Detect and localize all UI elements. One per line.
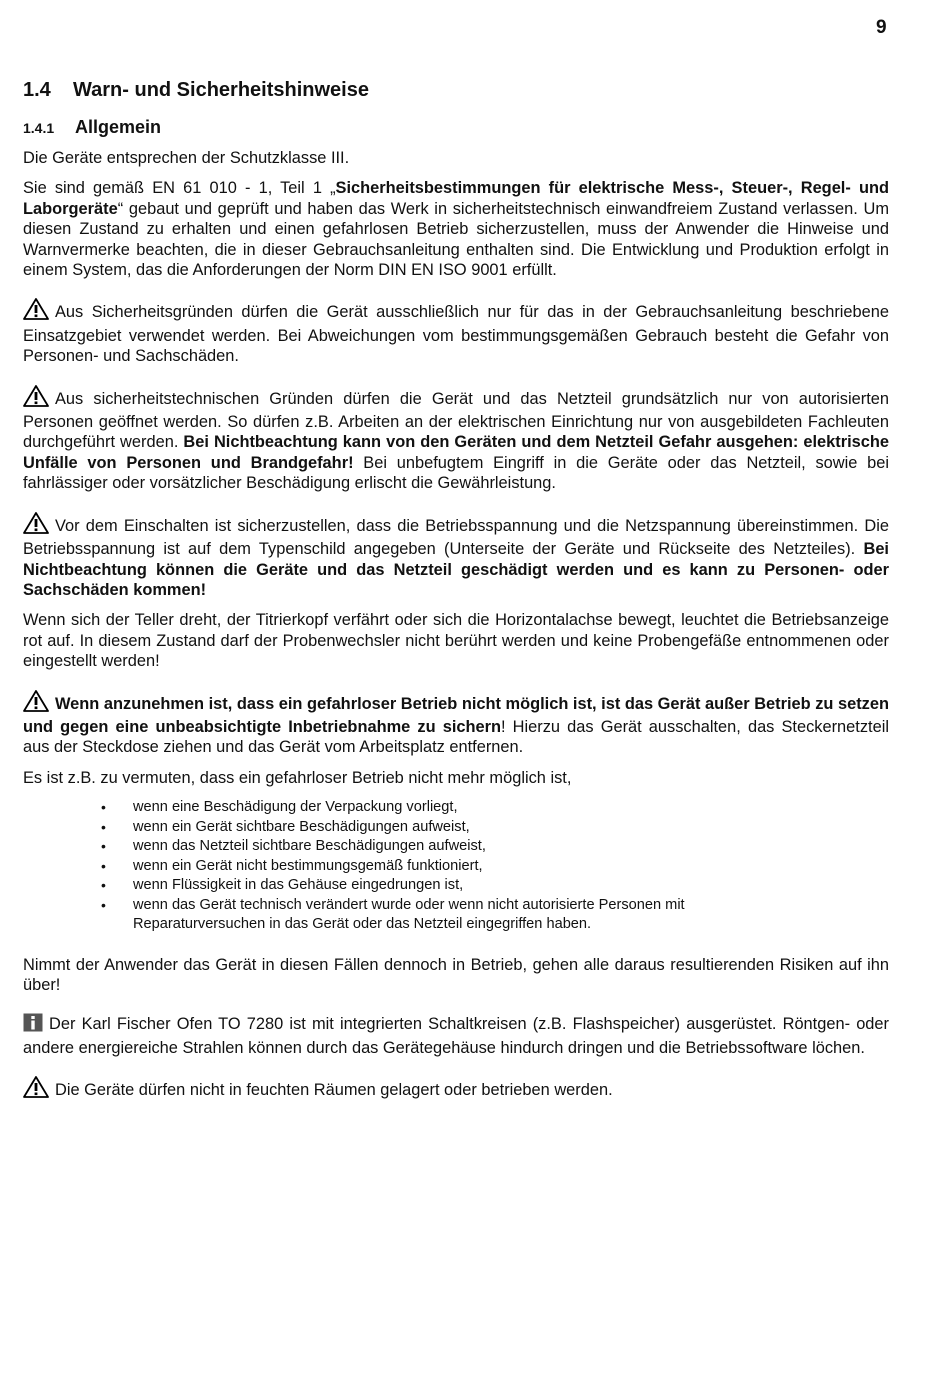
- list-item: [101, 798, 889, 818]
- bullet: •: [101, 838, 106, 855]
- bold-text: Wenn anzunehmen ist, dass ein gefahrloser Betrieb nicht möglich ist, ist das Gerät außer Betrieb zu setzen und gegen eine unbeabsichtigte Inbetriebnahme zu sichern: [23, 694, 889, 736]
- text: Vor dem Einschalten ist sicherzustellen, dass die Betriebsspannung und die Netzspannung übereinstimmen. Die Betriebsspannung ist auf dem Typenschild angegeben (Unterseite der Geräte und Rückseite des Netzteiles).: [23, 516, 889, 559]
- text: Aus Sicherheitsgründen dürfen die Gerät ausschließlich nur für das in der Gebrauchsanleitung beschriebene Einsatzgebiet verwendet werden. Bei Abweichungen vom bestimmungsgemäßen Gebrauch besteht die Gefahr von Personen- und Sachschäden.: [23, 303, 889, 366]
- info-radiation: [23, 1013, 889, 1058]
- bullet: •: [101, 818, 106, 835]
- bold-text: Bei Nichtbeachtung kann von den Geräten und dem Netzteil Gefahr ausgehen: elektrische Unfälle von Personen und Brandgefahr!: [23, 433, 889, 472]
- list-item-text: wenn eine Beschädigung der Verpackung vorliegt,: [133, 799, 458, 816]
- list-item: [101, 818, 889, 838]
- section-title: Warn- und Sicherheitshinweise: [73, 79, 369, 101]
- bullet: •: [101, 799, 106, 816]
- paragraph-standards: [23, 178, 889, 280]
- text: Sie sind gemäß EN 61 010 - 1, Teil 1 „: [23, 179, 336, 198]
- bullet: •: [101, 857, 106, 874]
- bold-text: Bei Nichtbeachtung können die Geräte und das Netzteil geschädigt werden und es kann zu Personen- oder Sachschäden kommen!: [23, 540, 889, 599]
- warning-opening: [23, 385, 889, 494]
- list-item-text: wenn ein Gerät nicht bestimmungsgemäß funktioniert,: [133, 857, 483, 874]
- paragraph-protection-class: Die Geräte entsprechen der Schutzklasse III.: [23, 149, 350, 167]
- list-item: [101, 857, 889, 877]
- text: Die Geräte dürfen nicht in feuchten Räumen gelagert oder betrieben werden.: [55, 1081, 613, 1100]
- list-item-text: wenn ein Gerät sichtbare Beschädigungen aufweist,: [133, 818, 470, 835]
- page-number: 9: [876, 17, 887, 38]
- text: Aus sicherheitstechnischen Gründen dürfen die Gerät und das Netzteil grundsätzlich nur von autorisierten Personen geöffnet werden. So dürfen z.B. Arbeiten an der elektrischen Einrichtung nur von ausgebildeten Fachleuten durchgeführt werden.: [23, 389, 889, 452]
- warning-voltage: [23, 512, 889, 601]
- list-item: [101, 876, 889, 896]
- paragraph-operation-indicator: Wenn sich der Teller dreht, der Titrierkopf verfährt oder sich die Horizontalachse bewegt, leuchtet die Betriebsanzeige rot auf. In diesem Zustand darf der Probenwechsler nicht berührt werden und keine Probengefäße entnommenen oder eingestellt werden!: [23, 611, 889, 671]
- bold-text: Sicherheitsbestimmungen für elektrische Mess-, Steuer-, Regel- und Laborgeräte: [23, 179, 889, 218]
- info-icon: [23, 1013, 43, 1037]
- list-item-text: wenn Flüssigkeit in das Gehäuse eingedrungen ist,: [133, 877, 464, 894]
- paragraph-conditions-intro: Es ist z.B. zu vermuten, dass ein gefahrloser Betrieb nicht mehr möglich ist,: [23, 768, 572, 787]
- list-item: [101, 837, 889, 857]
- warning-triangle-icon: [23, 512, 49, 539]
- section-heading: [23, 77, 889, 103]
- document-body: [23, 77, 889, 1114]
- warning-triangle-icon: [23, 690, 49, 717]
- text: ! Hierzu das Gerät ausschalten, das Steckernetzteil aus der Steckdose ziehen und das Gerät vom Arbeitsplatz entfernen.: [23, 717, 889, 757]
- warning-humidity: [23, 1076, 889, 1103]
- text: Bei unbefugtem Eingriff in die Geräte oder das Netzteil, sowie bei fahrlässiger oder vorsätzlicher Beschädigung erlischt die Gewährleistung.: [23, 453, 889, 493]
- subsection-heading: [23, 115, 889, 140]
- warning-shutdown: [23, 690, 889, 758]
- list-item-text: wenn das Netzteil sichtbare Beschädigungen aufweist,: [133, 838, 486, 855]
- warning-usage: [23, 298, 889, 366]
- text: “ gebaut und geprüft und haben das Werk in sicherheitstechnisch einwandfreiem Zustand verlassen. Um diesen Zustand zu erhalten und einen gefahrlosen Betrieb sicherzustellen, muss der Anwender die Hinweise und Warnvermerke beachten, die in dieser Gebrauchsanleitung enthalten sind. Die Entwicklung und Produktion erfolgt in einem System, das die Anforderungen der Norm DIN EN ISO 9001 erfüllt.: [23, 199, 889, 280]
- warning-triangle-icon: [23, 298, 49, 325]
- warning-triangle-icon: [23, 1076, 49, 1103]
- subsection-title: Allgemein: [75, 117, 162, 137]
- list-item: [101, 896, 733, 935]
- conditions-list: [23, 798, 889, 935]
- bullet: •: [101, 877, 106, 894]
- warning-triangle-icon: [23, 385, 49, 412]
- subsection-number: 1.4.1: [23, 120, 55, 136]
- text: Der Karl Fischer Ofen TO 7280 ist mit integrierten Schaltkreisen (z.B. Flashspeicher) ausgerüstet. Röntgen- oder andere energiereiche Strahlen können durch das Gerätegehäuse hindurch dringen und die Betriebssoftware löchen.: [23, 1015, 889, 1057]
- paragraph-risk: Nimmt der Anwender das Gerät in diesen Fällen dennoch in Betrieb, gehen alle daraus resultierenden Risiken auf ihn über!: [23, 955, 889, 995]
- list-item-text: wenn das Gerät technisch verändert wurde oder wenn nicht autorisierte Personen mit Reparaturversuchen in das Gerät oder das Netzteil eingegriffen haben.: [133, 896, 685, 933]
- section-number: 1.4: [23, 79, 51, 101]
- bullet: •: [101, 896, 106, 913]
